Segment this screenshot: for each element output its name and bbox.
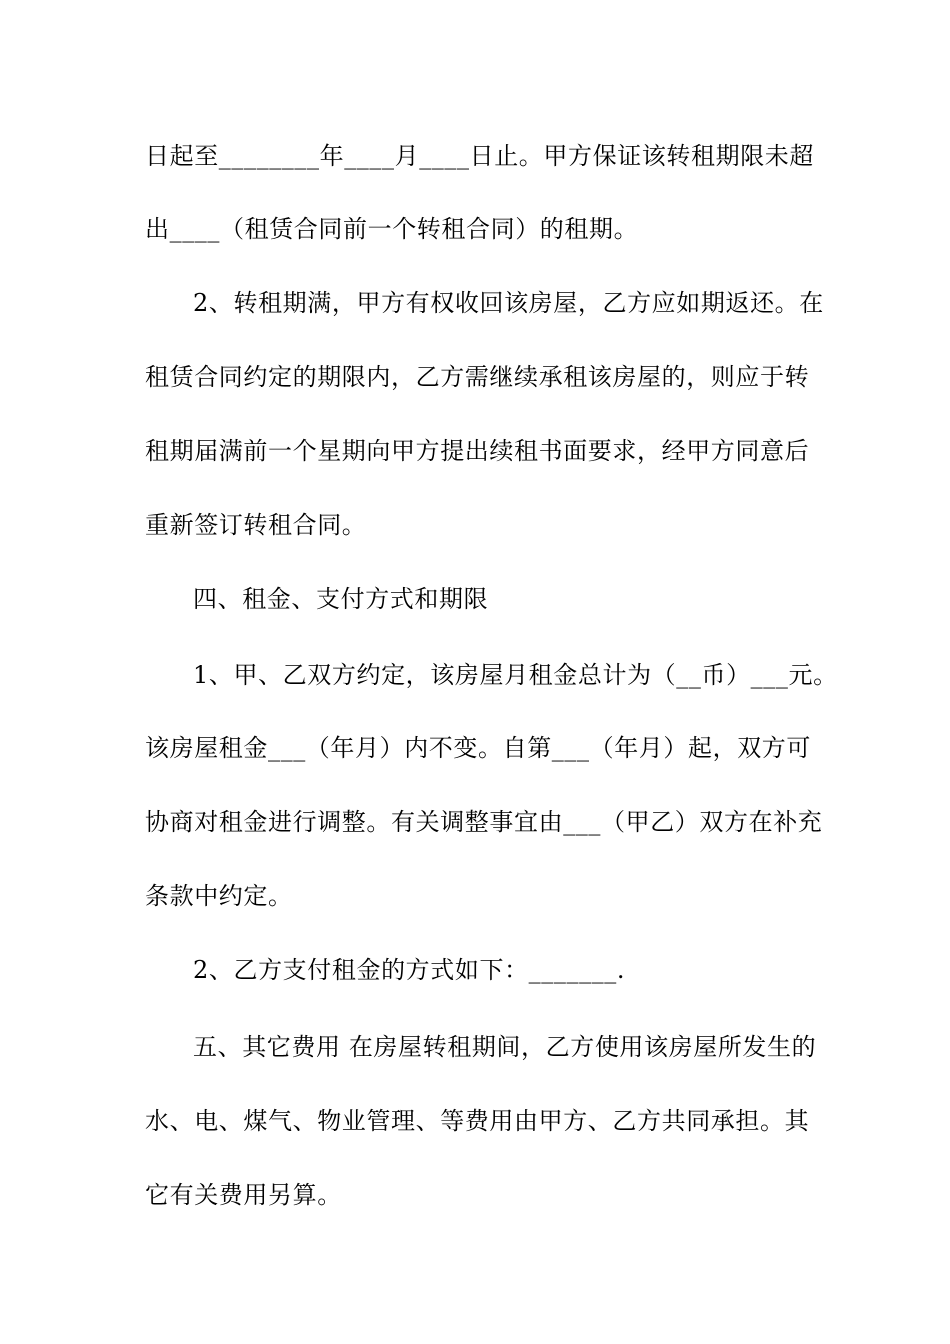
text-line: 租赁合同约定的期限内，乙方需继续承租该房屋的，则应于转	[145, 363, 810, 391]
text-line: 该房屋租金___（年月）内不变。自第___（年月）起，双方可	[145, 734, 811, 762]
text-line: 日起至________年____月____日止。甲方保证该转租期限未超	[145, 142, 814, 170]
text-line: 出____（租赁合同前一个转租合同）的租期。	[145, 215, 639, 243]
paragraph-start-line: 2、转租期满，甲方有权收回该房屋，乙方应如期返还。在	[193, 289, 824, 317]
paragraph-start-line: 2、乙方支付租金的方式如下：_______.	[193, 956, 626, 984]
text-line: 租期届满前一个星期向甲方提出续租书面要求，经甲方同意后	[145, 437, 810, 465]
text-line: 它有关费用另算。	[145, 1181, 342, 1209]
section-heading: 四、租金、支付方式和期限	[193, 585, 489, 613]
section-heading-line: 五、其它费用 在房屋转租期间，乙方使用该房屋所发生的	[193, 1033, 817, 1061]
text-line: 水、电、煤气、物业管理、等费用由甲方、乙方共同承担。其	[145, 1107, 810, 1135]
text-line: 重新签订转租合同。	[145, 511, 367, 539]
text-line: 条款中约定。	[145, 882, 293, 910]
text-line: 协商对租金进行调整。有关调整事宜由___（甲乙）双方在补充	[145, 808, 823, 836]
paragraph-start-line: 1、甲、乙双方约定，该房屋月租金总计为（__币）___元。	[193, 661, 838, 689]
